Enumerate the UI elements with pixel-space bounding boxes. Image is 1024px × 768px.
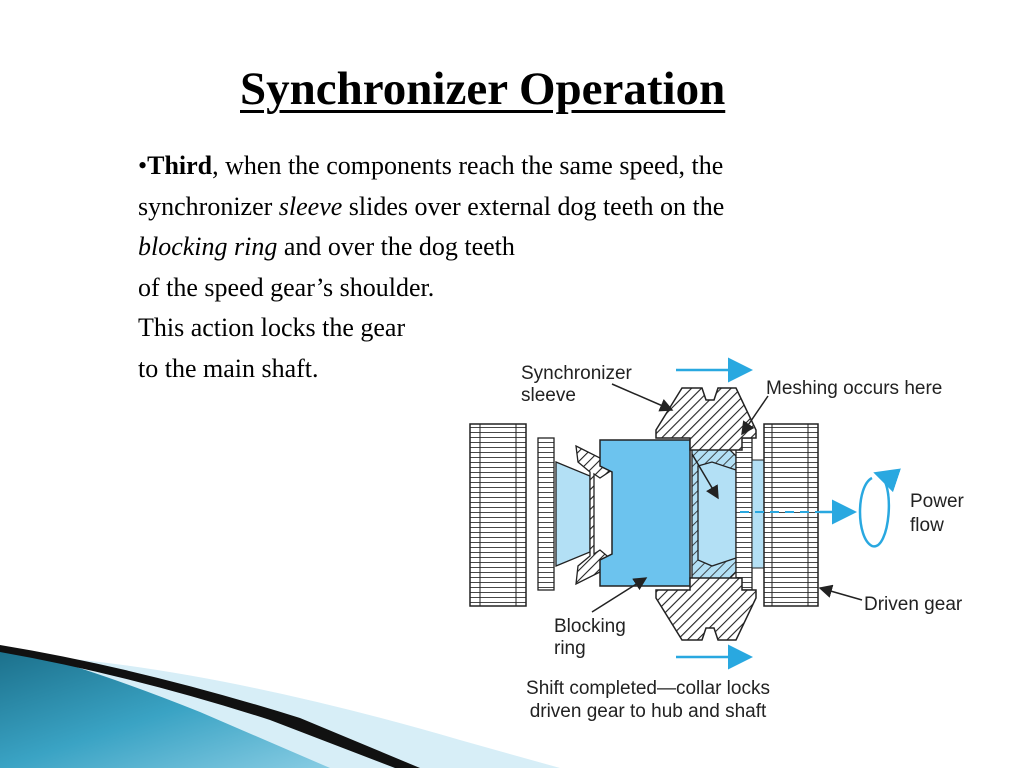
sleeve-bottom	[656, 578, 756, 640]
label-power: Power	[910, 491, 964, 512]
label-flow: flow	[910, 515, 944, 536]
slide-title: Synchronizer Operation	[240, 63, 726, 115]
right-dog-ring	[736, 438, 752, 590]
caption-line-2: driven gear to hub and shaft	[529, 701, 767, 722]
left-speed-gear	[470, 424, 526, 606]
bullet-marker: •	[138, 151, 148, 180]
line2-rest: slides over external dog teeth on the	[342, 191, 725, 221]
bold-third: Third	[147, 151, 213, 180]
label-sync-sleeve-2: sleeve	[521, 385, 576, 406]
text-line-5: This action locks the gear	[138, 313, 406, 342]
line1-rest: , when the components reach the same speed, the	[212, 151, 724, 180]
synchronizer-hub	[600, 440, 690, 586]
sleeve-leader	[612, 384, 672, 410]
label-meshing: Meshing occurs here	[766, 378, 943, 399]
label-blocking: Blocking	[554, 616, 626, 637]
caption-line-1: Shift completed—collar locks	[526, 678, 770, 699]
label-sync-sleeve-1: Synchronizer	[521, 363, 632, 384]
label-ring: ring	[554, 638, 586, 659]
rotation-arrow	[860, 474, 889, 546]
left-dog-ring	[538, 438, 554, 590]
driven-gear-leader	[820, 588, 862, 600]
label-driven-gear: Driven gear	[864, 594, 963, 615]
line3-rest: and over the dog teeth	[277, 232, 515, 261]
italic-blocking-ring: blocking ring	[138, 232, 278, 261]
line2-text: synchronizer	[138, 191, 279, 221]
text-line-6: to the main shaft.	[138, 353, 319, 383]
driven-gear-body	[752, 424, 818, 606]
text-line-4: of the speed gear’s shoulder.	[138, 272, 435, 302]
left-cone	[556, 462, 590, 566]
italic-sleeve: sleeve	[278, 191, 343, 221]
